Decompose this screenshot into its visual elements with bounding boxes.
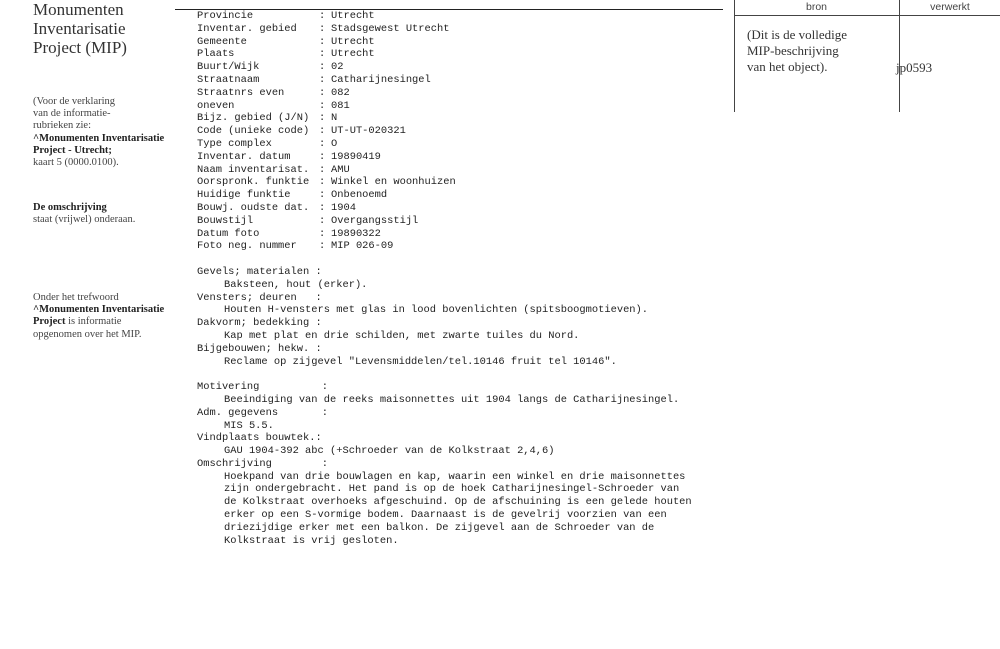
- note-line: van de informatie-: [33, 108, 111, 120]
- section-text: Reclame op zijgevel "Levensmiddelen/tel.10146 fruit tel 10146".: [224, 355, 617, 368]
- header-bron: bron: [805, 1, 827, 13]
- note-line: (Voor de verklaring: [33, 96, 116, 107]
- field-row: Straatnrs even : 082: [197, 86, 350, 99]
- field-row: Naam inventarisat. : AMU: [197, 163, 350, 176]
- section-text: MIS 5.5.: [224, 419, 274, 432]
- field-label: Gemeente: [197, 35, 247, 48]
- field-label: Code (unieke code): [197, 125, 310, 138]
- field-label: Naam inventarisat.: [197, 163, 310, 176]
- note-bold-line: Project - Utrecht;: [33, 144, 112, 156]
- field-value: Winkel en woonhuizen: [331, 176, 456, 189]
- section-list: [197, 381, 702, 547]
- section-heading: Omschrijving :: [197, 457, 328, 470]
- field-label: Type complex: [197, 137, 272, 150]
- field-label: oneven: [197, 99, 235, 112]
- field-value: 19890322: [331, 227, 381, 240]
- field-value: 081: [331, 99, 350, 112]
- section-text: zijn ondergebracht. Het pand is op de hoek Catharijnesingel-Schroeder van: [224, 483, 680, 496]
- field-label: Straatnaam: [197, 73, 260, 86]
- field-label: Bouwj. oudste dat.: [197, 201, 310, 214]
- field-row: Gemeente : Utrecht: [197, 35, 375, 48]
- bron-line: van het object).: [747, 59, 828, 74]
- source-box: [734, 0, 1000, 112]
- title-line: Inventarisatie: [33, 19, 126, 38]
- field-label: Provincie: [197, 10, 254, 22]
- field-row: Huidige funktie : Onbenoemd: [197, 189, 388, 202]
- field-row: Bijz. gebied (J/N) : N: [197, 112, 338, 125]
- field-value: Utrecht: [331, 10, 375, 22]
- field-value: N: [331, 112, 338, 125]
- field-value: AMU: [331, 163, 350, 176]
- field-label: Datum foto: [197, 227, 260, 240]
- section-text: GAU 1904-392 abc (+Schroeder van de Kolkstraat 2,4,6): [224, 445, 555, 458]
- record-body: [197, 4, 702, 547]
- note-line: staat (vrijwel) onderaan.: [33, 214, 136, 226]
- section-text: erker op een S-vormige bodem. Daarnaast is de gevelrij voorzien van een: [224, 509, 667, 522]
- note-line: Onder het trefwoord: [33, 292, 119, 303]
- field-value: Utrecht: [331, 48, 375, 61]
- note-bold-line: ^Monumenten Inventarisatie: [33, 304, 165, 316]
- field-label: Bijz. gebied (J/N): [197, 112, 310, 125]
- section-text: driezijdige erker met een balkon. De zijgevel aan de Schroeder van de: [224, 521, 655, 534]
- field-row: Code (unieke code) : UT-UT-020321: [197, 125, 406, 138]
- section-heading: Bijgebouwen; hekw. :: [197, 342, 322, 355]
- box-divider: [899, 0, 900, 112]
- field-row: Foto neg. nummer : MIP 026-09: [197, 240, 394, 253]
- info-note-keyword: [33, 292, 164, 341]
- section-list: [197, 266, 702, 368]
- note-line: is informatie: [65, 316, 122, 328]
- bron-line: (Dit is de volledige: [747, 27, 848, 42]
- field-row: Datum foto : 19890322: [197, 227, 381, 240]
- note-line: opgenomen over het MIP.: [33, 328, 142, 340]
- field-row: Bouwstijl : Overgangsstijl: [197, 214, 419, 227]
- field-row: Buurt/Wijk : 02: [197, 61, 344, 74]
- note-bold-line: De omschrijving: [33, 202, 107, 213]
- note-line: rubrieken zie:: [33, 120, 92, 132]
- field-label: Buurt/Wijk: [197, 61, 260, 74]
- field-label: Bouwstijl: [197, 214, 254, 227]
- bron-line: MIP-beschrijving: [747, 43, 839, 58]
- header-verwerkt: verwerkt: [930, 1, 970, 13]
- section-text: Houten H-vensters met glas in lood bovenlichten (spitsboogmotieven).: [224, 304, 649, 317]
- box-divider: [734, 0, 735, 112]
- field-row: Inventar. gebied : Stadsgewest Utrecht: [197, 22, 450, 35]
- section-text: de Kolkstraat overhoeks afgeschuind. Op de afschuining is een gelede houten: [224, 496, 692, 509]
- section-text: Beeindiging van de reeks maisonnettes uit 1904 langs de Catharijnesingel.: [224, 393, 680, 406]
- section-heading: Gevels; materialen :: [197, 265, 322, 278]
- field-value: UT-UT-020321: [331, 125, 406, 138]
- section-heading: Dakvorm; bedekking :: [197, 317, 322, 330]
- field-label: Plaats: [197, 48, 235, 61]
- section-text: Kap met plat en drie schilden, met zwarte tuiles du Nord.: [224, 329, 580, 342]
- field-value: MIP 026-09: [331, 240, 394, 253]
- field-row: oneven : 081: [197, 99, 350, 112]
- section-text: Hoekpand van drie bouwlagen en kap, waarin een winkel en drie maisonnettes: [224, 470, 686, 483]
- field-value: 082: [331, 86, 350, 99]
- field-row: Inventar. datum : 19890419: [197, 150, 381, 163]
- field-label: Oorspronk. funktie: [197, 176, 310, 189]
- info-note-description: [33, 202, 135, 226]
- section-heading: Adm. gegevens :: [197, 406, 328, 419]
- info-note-explanation: [33, 96, 164, 169]
- field-value: Onbenoemd: [331, 189, 388, 202]
- field-value: Utrecht: [331, 35, 375, 48]
- section-heading: Vensters; deuren :: [197, 291, 322, 304]
- field-row: Bouwj. oudste dat. : 1904: [197, 201, 356, 214]
- field-value: Stadsgewest Utrecht: [331, 22, 450, 35]
- field-list: [197, 10, 702, 253]
- section-text: Kolkstraat is vrij gesloten.: [224, 534, 399, 547]
- field-row: Oorspronk. funktie : Winkel en woonhuizen: [197, 176, 456, 189]
- field-row: Plaats : Utrecht: [197, 48, 375, 61]
- field-label: Straatnrs even: [197, 86, 285, 99]
- field-value: Catharijnesingel: [331, 73, 431, 86]
- section-heading: Motivering :: [197, 381, 328, 394]
- box-header-rule: [734, 15, 1000, 16]
- field-label: Foto neg. nummer: [197, 240, 297, 253]
- bron-text: [747, 27, 847, 75]
- note-line: kaart 5 (0000.0100).: [33, 157, 119, 169]
- note-bold-line: ^Monumenten Inventarisatie: [33, 132, 165, 144]
- field-label: Inventar. datum: [197, 150, 291, 163]
- field-value: 19890419: [331, 150, 381, 163]
- field-value: 02: [331, 61, 344, 74]
- field-row: Straatnaam : Catharijnesingel: [197, 73, 431, 86]
- verwerkt-value: jp0593: [896, 60, 933, 75]
- field-label: Huidige funktie: [197, 189, 291, 202]
- field-value: O: [331, 137, 338, 150]
- section-heading: Vindplaats bouwtek.:: [197, 432, 322, 445]
- title-line: Monumenten: [33, 0, 124, 19]
- field-row: Type complex : O: [197, 137, 338, 150]
- field-value: Overgangsstijl: [331, 214, 419, 227]
- field-row: Provincie : Utrecht: [197, 10, 375, 22]
- mip-title: [33, 0, 127, 57]
- section-text: Baksteen, hout (erker).: [224, 278, 368, 291]
- field-value: 1904: [331, 201, 356, 214]
- note-bold-line: Project: [33, 316, 66, 328]
- title-line: Project (MIP): [33, 38, 127, 57]
- field-label: Inventar. gebied: [197, 22, 297, 35]
